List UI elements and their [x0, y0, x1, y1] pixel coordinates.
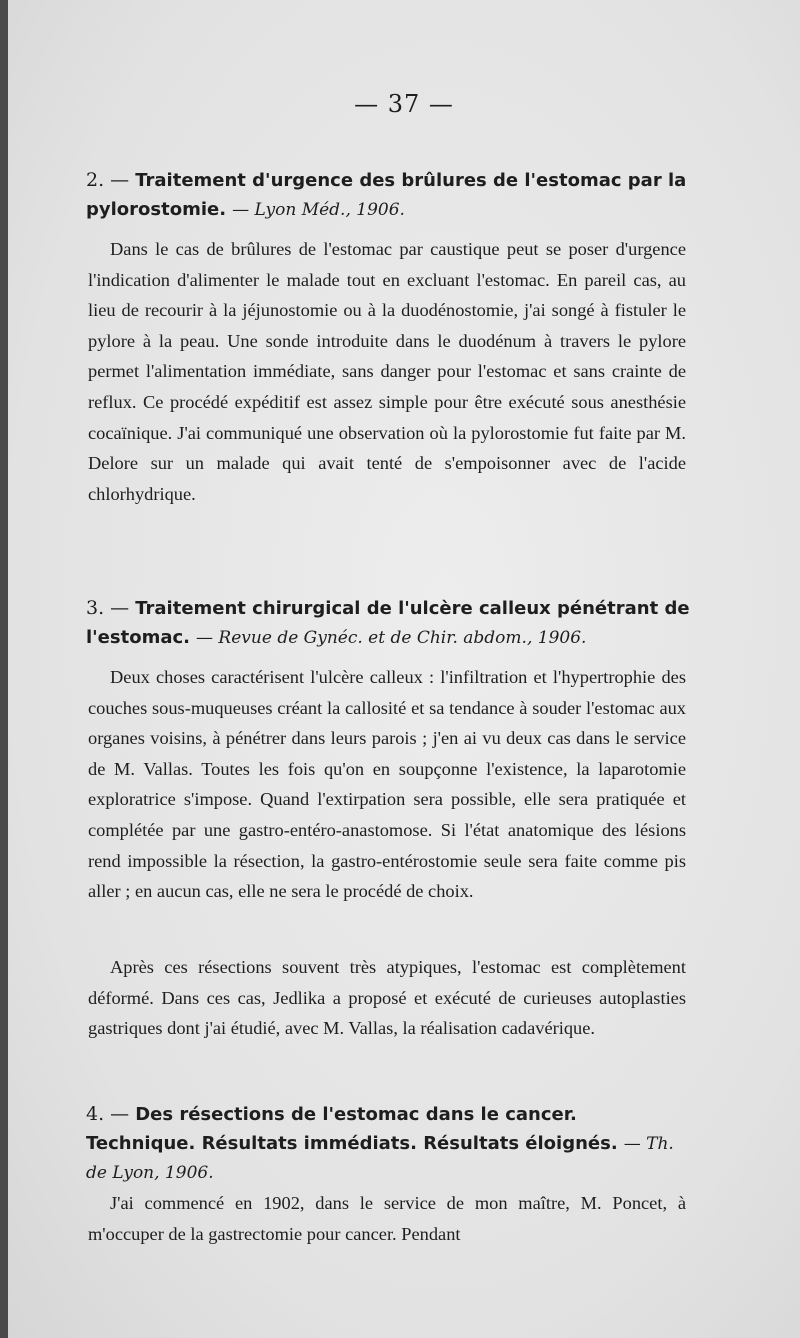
section-4-number: 4. — — [86, 1103, 130, 1125]
section-2-number: 2. — — [86, 169, 130, 191]
section-3-paragraph-1: Deux choses caractérisent l'ulcère calleux : l'infiltration et l'hypertrophie des couches sous-muqueuses créant la callosité et sa tendance à souder l'estomac aux organes voisins, à pénétrer dans leurs parois ; j'en ai vu deux cas dans le service de M. Vallas. Toutes les fois qu'on en soupçonne l'existence, la laparotomie exploratrice s'impose. Quand l'extirpation sera possible, elle sera pratiquée et complétée par une gastro-entéro-anastomose. Si l'état anatomique des lésions rend impossible la résection, la gastro-entérostomie seule sera faite comme pis aller ; en aucun cas, elle ne sera le procédé de choix. — [88, 667, 686, 902]
page-number: — 37 — — [354, 90, 454, 118]
section-4-title: Des résections de l'estomac dans le cancer. Technique. Résultats immédiats. Résultats éloignés. — [86, 1104, 618, 1154]
section-4-heading — [86, 1100, 690, 1187]
section-3-paragraph-2: Après ces résections souvent très atypiques, l'estomac est complètement déformé. Dans ces cas, Jedlika a proposé et exécuté de curieuses autoplasties gastriques dont j'ai étudié, avec M. Vallas, la réalisation cadavérique. — [88, 957, 686, 1039]
section-2-paragraph-1: Dans le cas de brûlures de l'estomac par caustique peut se poser d'urgence l'indication d'alimenter le malade tout en excluant l'estomac. En pareil cas, au lieu de recourir à la jéjunostomie ou à la duodénostomie, j'ai songé à fistuler le pylore à la peau. Une sonde introduite dans le duodénum à travers le pylore permet l'alimentation immédiate, sans danger pour l'estomac et sans crainte de reflux. Ce procédé expéditif est assez simple pour être exécuté sous anesthésie cocaïnique. J'ai communiqué une observation où la pylorostomie fut faite par M. Delore sur un malade qui avait tenté de s'empoisonner avec de l'acide chlorhydrique. — [88, 239, 686, 504]
section-3-source: — Revue de Gynéc. et de Chir. abdom., 1906. — [196, 628, 587, 648]
section-3-heading — [86, 594, 690, 652]
section-2-heading — [86, 166, 690, 224]
section-4-source: — Th. de Lyon, 1906. — [86, 1134, 674, 1183]
section-3-number: 3. — — [86, 597, 130, 619]
document-page — [8, 0, 800, 1338]
section-2-source: — Lyon Méd., 1906. — [232, 200, 405, 220]
section-2-title: Traitement d'urgence des brûlures de l'estomac par la pylorostomie. — [86, 170, 687, 220]
section-4-paragraph-1: J'ai commencé en 1902, dans le service de mon maître, M. Poncet, à m'occuper de la gastrectomie pour cancer. Pendant — [88, 1193, 686, 1244]
section-3-title: Traitement chirurgical de l'ulcère calleux pénétrant de l'estomac. — [86, 598, 690, 648]
